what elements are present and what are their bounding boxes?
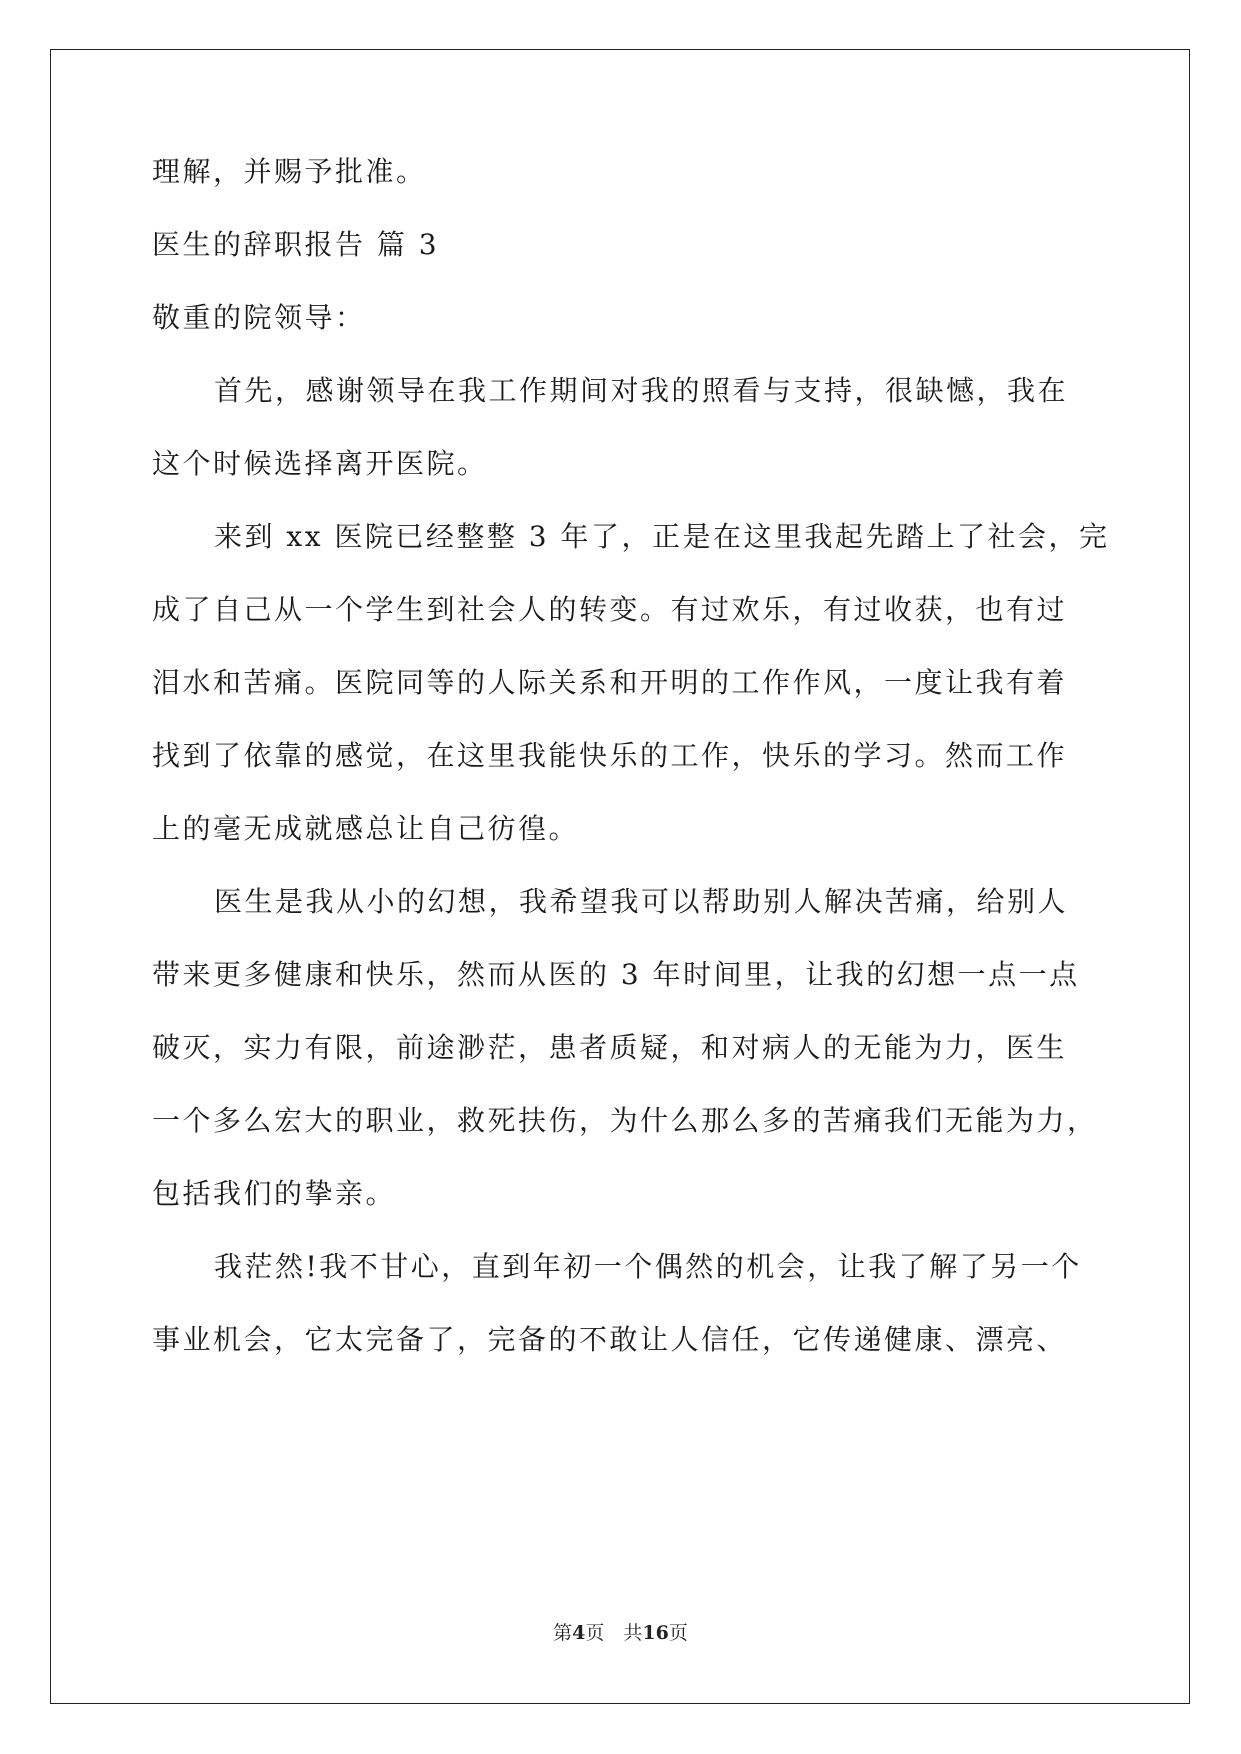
total-page-number: 16 [642,1622,669,1644]
text-line: 一个多么宏大的职业，救死扶伤，为什么那么多的苦痛我们无能为力， [152,1104,1098,1137]
text-line: 事业机会，它太完备了，完备的不敢让人信任，它传递健康、漂亮、 [152,1323,1068,1356]
text-line: 医生是我从小的幻想，我希望我可以帮助别人解决苦痛，给别人 [214,885,1069,918]
text-line: 来到 xx 医院已经整整 3 年了，正是在这里我起先踏上了社会，完 [214,520,1110,553]
text-line: 破灭，实力有限，前途渺茫，患者质疑，和对病人的无能为力，医生 [152,1031,1068,1064]
text-line: 找到了依靠的感觉，在这里我能快乐的工作，快乐的学习。然而工作 [152,739,1068,772]
current-page-number: 4 [572,1622,586,1644]
text-line: 首先，感谢领导在我工作期间对我的照看与支持，很缺憾，我在 [214,374,1069,407]
text-line: 这个时候选择离开医院。 [152,447,488,480]
page-mid-text: 页 共 [585,1622,643,1644]
text-line: 带来更多健康和快乐，然而从医的 3 年时间里，让我的幻想一点一点 [152,958,1080,991]
page-prefix: 第 [553,1622,573,1644]
text-line: 上的毫无成就感总让自己彷徨。 [152,812,580,845]
salutation: 敬重的院领导： [152,301,366,334]
text-line: 理解，并赐予批准。 [152,155,427,188]
section-heading: 医生的辞职报告 篇 3 [152,228,440,261]
text-line: 泪水和苦痛。医院同等的人际关系和开明的工作作风，一度让我有着 [152,666,1068,699]
text-line: 包括我们的挚亲。 [152,1177,397,1210]
text-line: 成了自己从一个学生到社会人的转变。有过欢乐，有过收获，也有过 [152,593,1068,626]
text-line: 我茫然!我不甘心，直到年初一个偶然的机会，让我了解了另一个 [214,1250,1082,1283]
page-suffix: 页 [668,1622,688,1644]
page-number-footer [0,1618,1241,1645]
